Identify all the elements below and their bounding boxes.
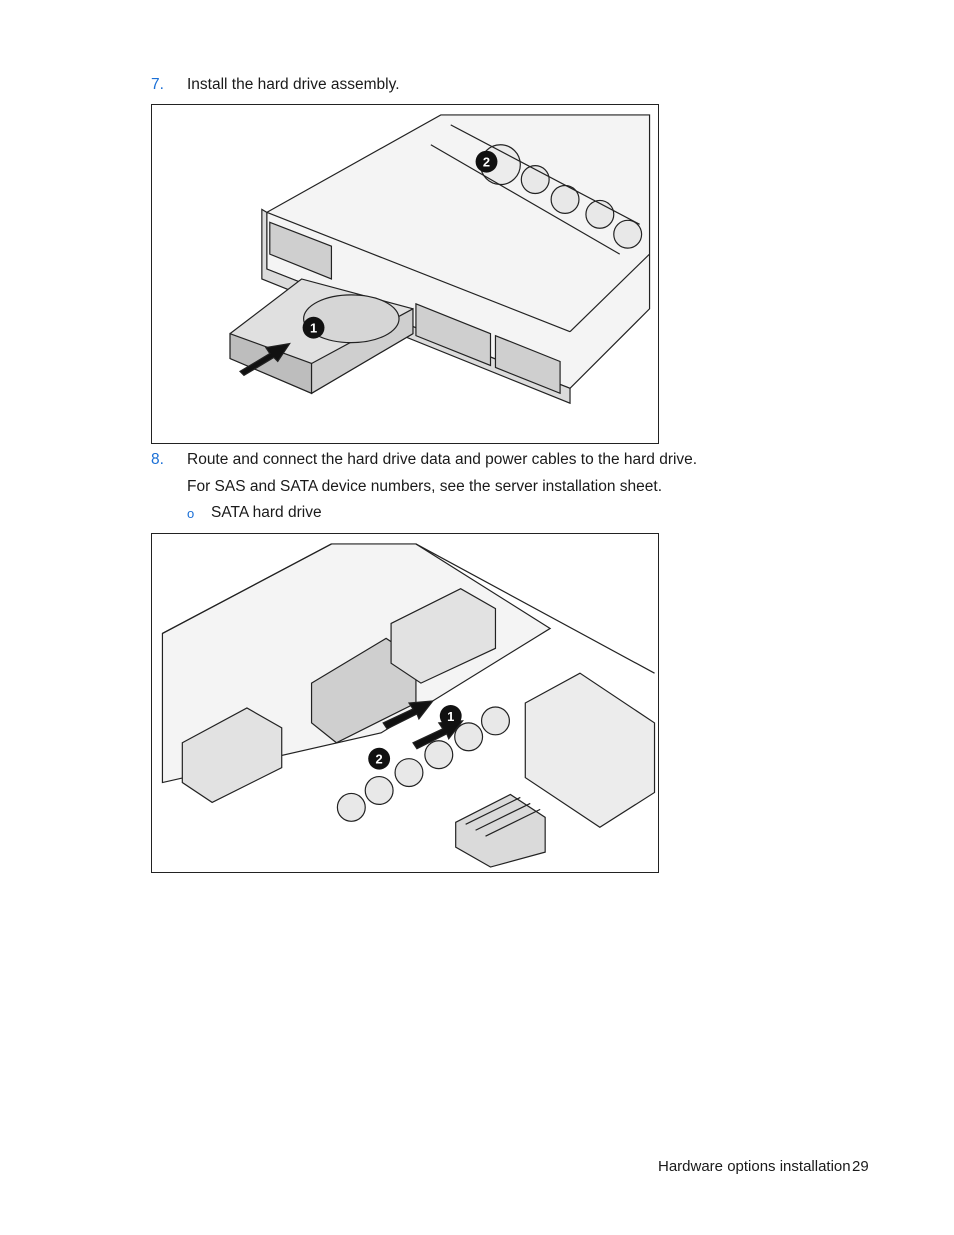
callout-1 [303, 317, 325, 339]
callout-2 [476, 151, 498, 173]
sub-bullet-marker: o [187, 506, 195, 521]
callout-1-label: 1 [447, 708, 455, 724]
step-8-text: Route and connect the hard drive data and power cables to the hard drive. [187, 451, 698, 468]
figure-route-cables [151, 533, 659, 873]
footer-section-title: Hardware options installation [658, 1158, 851, 1175]
callout-2-label: 2 [375, 751, 383, 767]
callout-2 [368, 748, 390, 770]
drive-assembly-illustration [152, 105, 658, 443]
sub-bullet-text: SATA hard drive [211, 504, 322, 521]
cable-routing-illustration [152, 534, 658, 872]
step-7-number: 7. [151, 76, 164, 93]
step-8-note: For SAS and SATA device numbers, see the server installation sheet. [187, 478, 662, 495]
callout-1 [440, 705, 462, 727]
callout-2-label: 2 [482, 154, 491, 170]
callout-1-label: 1 [309, 320, 318, 336]
page-number: 29 [852, 1158, 869, 1175]
step-7-text: Install the hard drive assembly. [187, 76, 400, 93]
step-8-number: 8. [151, 451, 164, 468]
figure-install-drive-assembly [151, 104, 659, 444]
